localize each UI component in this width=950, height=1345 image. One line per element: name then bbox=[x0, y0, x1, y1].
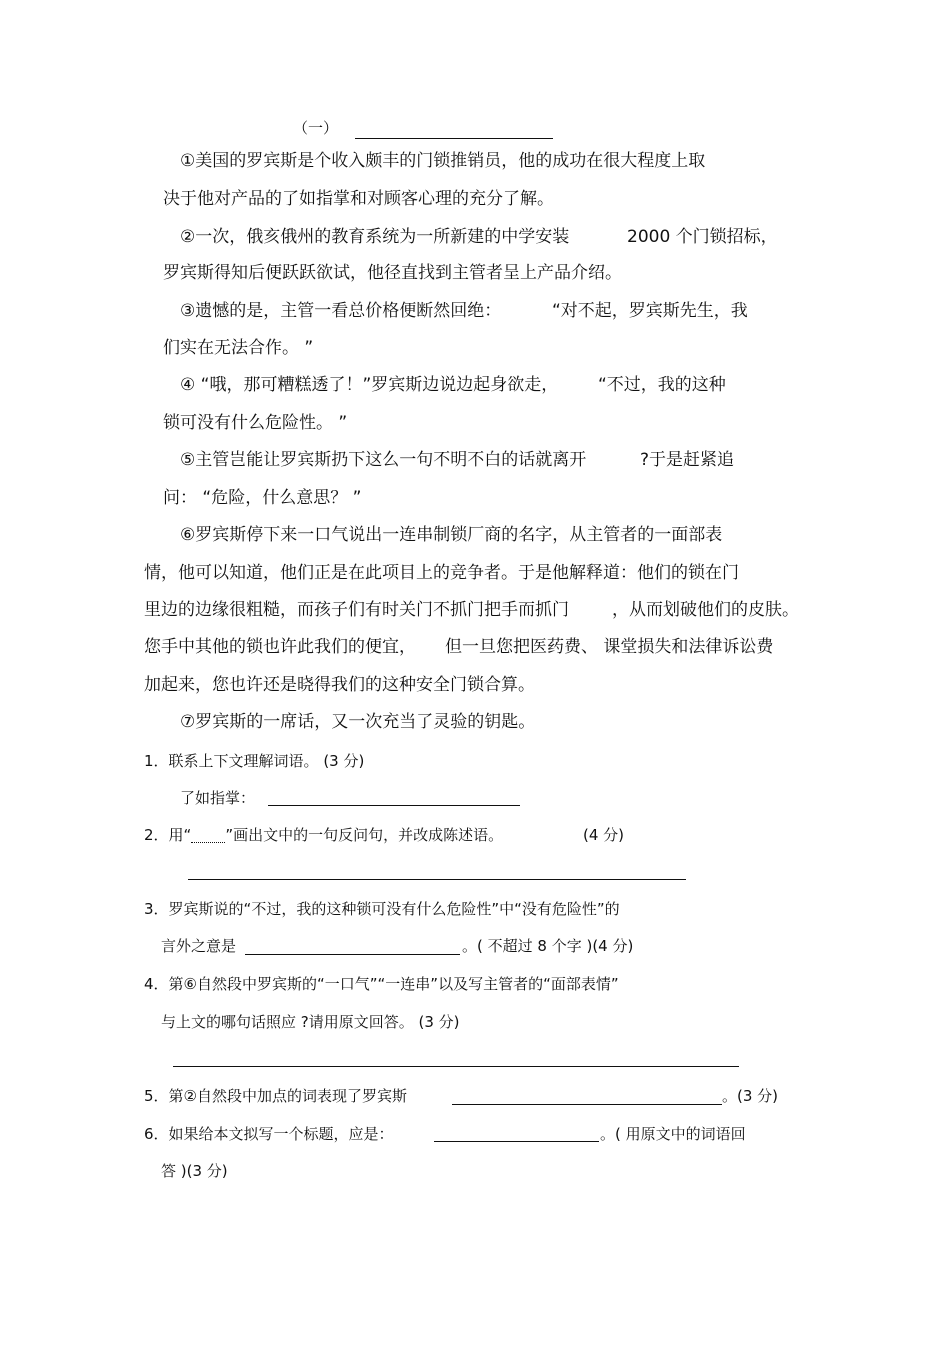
p2-line2: 罗宾斯得知后便跃跃欲试，他径直找到主管者呈上产品介绍。 bbox=[163, 263, 622, 283]
answer-5-blank[interactable] bbox=[452, 1104, 722, 1105]
p6-line2: 情，他可以知道，他们正是在此项目上的竞争者。于是他解释道：他们的锁在门 bbox=[144, 563, 739, 583]
question-5-text-b: 。(3 分) bbox=[722, 1087, 779, 1105]
p3-line1b: “对不起，罗宾斯先生，我 bbox=[552, 301, 748, 321]
question-2-text-a: 2．用“ bbox=[144, 826, 192, 844]
p6-line4a: 您手中其他的锁也许此我们的便宜， bbox=[144, 637, 416, 657]
question-4-line2: 与上文的哪句话照应 ?请用原文回答。 (3 分) bbox=[161, 1013, 460, 1031]
question-2-score: (4 分) bbox=[583, 826, 625, 844]
answer-1-blank[interactable] bbox=[268, 805, 520, 806]
section-label: （一） bbox=[293, 119, 339, 137]
question-6-line2: 答 )(3 分) bbox=[161, 1162, 228, 1180]
question-5-text-a: 5．第②自然段中加点的词表现了罗宾斯 bbox=[144, 1087, 407, 1105]
p3-line2: 们实在无法合作。 ” bbox=[163, 338, 314, 358]
question-4-line1: 4．第⑥自然段中罗宾斯的“一口气”“一连串”以及写主管者的“面部表情” bbox=[144, 975, 619, 993]
p6-line1: ⑥罗宾斯停下来一口气说出一连串制锁厂商的名字，从主管者的一面部表 bbox=[180, 525, 723, 545]
question-2-text-b: ”画出文中的一句反问句，并改成陈述语。 bbox=[225, 826, 504, 844]
p1-line2: 决于他对产品的了如指掌和对顾客心理的充分了解。 bbox=[163, 189, 554, 209]
question-2 bbox=[144, 824, 503, 846]
answer-3-blank[interactable] bbox=[245, 954, 460, 955]
p2-line1a: ②一次，俄亥俄州的教育系统为一所新建的中学安装 bbox=[180, 227, 570, 247]
answer-2-blank[interactable] bbox=[188, 879, 686, 880]
p7-line1: ⑦罗宾斯的一席话，又一次充当了灵验的钥匙。 bbox=[180, 712, 536, 732]
title-blank bbox=[355, 138, 553, 139]
p4-line1a: ④ “哦，那可糟糕透了！”罗宾斯边说边起身欲走， bbox=[180, 375, 559, 395]
p5-line1a: ⑤主管岂能让罗宾斯扔下这么一句不明不白的话就离开 bbox=[180, 450, 587, 470]
question-6-text-a: 6．如果给本文拟写一个标题，应是： bbox=[144, 1125, 394, 1143]
question-3-line2a: 言外之意是 bbox=[161, 937, 237, 955]
question-3-line2b: 。( 不超过 8 个字 )(4 分) bbox=[462, 937, 634, 955]
p1-line1: ①美国的罗宾斯是个收入颇丰的门锁推销员，他的成功在很大程度上取 bbox=[180, 151, 706, 171]
p6-line3a: 里边的边缘很粗糙，而孩子们有时关门不抓门把手而抓门 bbox=[144, 600, 569, 620]
p2-line1b: 2000 个门锁招标， bbox=[627, 227, 778, 247]
question-1-term: 了如指掌： bbox=[180, 789, 256, 807]
answer-4-blank[interactable] bbox=[173, 1066, 739, 1067]
answer-6-blank[interactable] bbox=[434, 1141, 599, 1142]
question-3-line1: 3．罗宾斯说的“不过，我的这种锁可没有什么危险性”中“没有危险性”的 bbox=[144, 900, 620, 918]
p3-line1a: ③遗憾的是，主管一看总价格便断然回绝： bbox=[180, 301, 502, 321]
p5-line1b: ?于是赶紧追 bbox=[640, 450, 735, 470]
wavy-underline-icon bbox=[191, 828, 225, 843]
p6-line4b: 但一旦您把医药费、 课堂损失和法律诉讼费 bbox=[445, 637, 774, 657]
p5-line2: 问： “危险，什么意思？ ” bbox=[163, 488, 362, 508]
question-6-text-b: 。( 用原文中的词语回 bbox=[600, 1125, 746, 1143]
p6-line3b: ，从而划破他们的皮肤。 bbox=[612, 600, 799, 620]
p4-line2: 锁可没有什么危险性。 ” bbox=[163, 413, 348, 433]
p6-line5: 加起来，您也许还是晓得我们的这种安全门锁合算。 bbox=[144, 675, 535, 695]
p4-line1b: “不过，我的这种 bbox=[598, 375, 726, 395]
question-1: 1．联系上下文理解词语。 (3 分) bbox=[144, 752, 365, 770]
